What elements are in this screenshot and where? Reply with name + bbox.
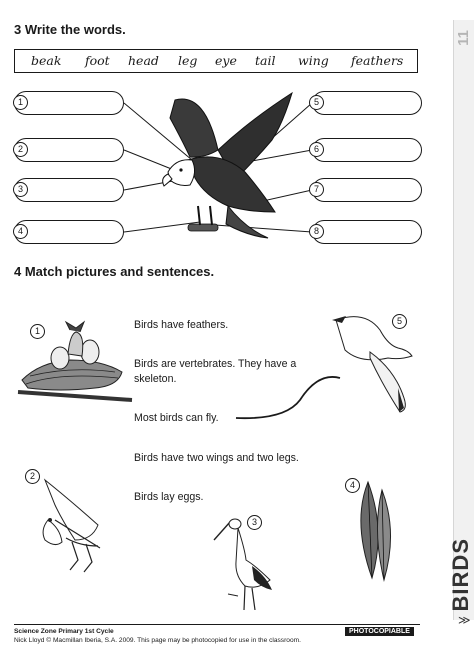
answer-box-4[interactable] (14, 220, 124, 244)
word-bank-item: tail (255, 53, 276, 68)
answer-box-7[interactable] (312, 178, 422, 202)
exercise-4-heading: 4 Match pictures and sentences. (14, 264, 215, 279)
eagle-illustration (163, 93, 292, 238)
box-number: 4 (13, 224, 28, 239)
photocopiable-badge: PHOTOCOPIABLE (345, 627, 414, 636)
sentence-2: Birds are vertebrates. They have a (134, 358, 297, 370)
feathers-illustration (361, 482, 391, 580)
word-bank-item: beak (31, 53, 62, 68)
sentence-1: Birds have feathers. (134, 319, 229, 331)
word-bank-item: eye (215, 53, 237, 68)
skeleton-illustration (43, 480, 100, 572)
match-illustrations (0, 300, 474, 610)
word-bank-item: feathers (351, 53, 404, 68)
picture-number: 1 (30, 324, 45, 339)
stork-illustration (214, 519, 272, 610)
gull-illustration (332, 316, 412, 412)
word-bank-item: foot (85, 53, 110, 68)
word-bank-item: head (128, 53, 159, 68)
picture-number: 2 (25, 469, 40, 484)
box-number: 5 (309, 95, 324, 110)
box-number: 1 (13, 95, 28, 110)
picture-number: 5 (392, 314, 407, 329)
page-number: 11 (455, 30, 472, 46)
box-number: 6 (309, 142, 324, 157)
unit-icon: ≫ (458, 613, 471, 627)
picture-number: 4 (345, 478, 360, 493)
series-name: Science Zone (14, 628, 57, 635)
sentence-3: Most birds can fly. (134, 412, 219, 424)
sentence-4: Birds have two wings and two legs. (134, 452, 299, 464)
match-line (236, 377, 340, 418)
word-bank (14, 49, 418, 73)
word-bank-item: wing (298, 53, 329, 68)
footer-series (14, 628, 114, 635)
box-number: 8 (309, 224, 324, 239)
box-number: 7 (309, 182, 324, 197)
picture-number: 3 (247, 515, 262, 530)
sentence-5: Birds lay eggs. (134, 491, 204, 503)
footer-rule (14, 624, 420, 625)
answer-box-6[interactable] (312, 138, 422, 162)
box-number: 3 (13, 182, 28, 197)
word-bank-item: leg (178, 53, 198, 68)
answer-box-5[interactable] (312, 91, 422, 115)
series-level: Primary 1st Cycle (58, 628, 114, 635)
sentence-2-continued: skeleton. (134, 373, 177, 385)
footer-credit: Nick Lloyd © Macmillan Iberia, S.A. 2009. This page may be photocopied for use in the classroom. (14, 637, 301, 644)
unit-title: BIRDS (448, 538, 473, 612)
box-number: 2 (13, 142, 28, 157)
answer-box-3[interactable] (14, 178, 124, 202)
exercise-3-heading: 3 Write the words. (14, 22, 126, 37)
answer-box-1[interactable] (14, 91, 124, 115)
answer-box-8[interactable] (312, 220, 422, 244)
answer-box-2[interactable] (14, 138, 124, 162)
